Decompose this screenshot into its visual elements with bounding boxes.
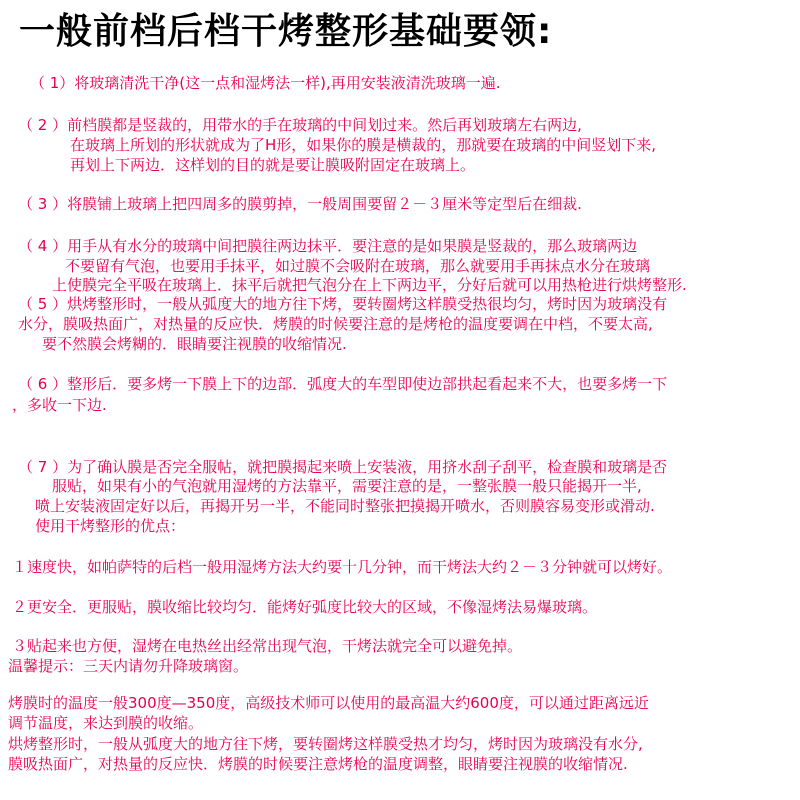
- baking-note-line-1: 烘烤整形时，一般从弧度大的地方往下烤，要转圈烤这样膜受热才均匀，烤时因为玻璃没有水分,: [8, 735, 643, 753]
- step-4-line-3: 上使膜完全平吸在玻璃上．抹平后就把气泡分在上下两边平，分好后就可以用热枪进行烘烤整形.: [52, 276, 687, 294]
- step-7-line-3: 喷上安装液固定好以后，再揭开另一半，不能同时整张把摸揭开喷水，否则膜容易变形或滑动.: [35, 497, 655, 515]
- step-4-line-1: （ 4 ）用手从有水分的玻璃中间把膜往两边抹平．要注意的是如果膜是竖裁的，那么玻璃两边: [18, 237, 638, 255]
- advantage-3: ３贴起来也方便，湿烤在电热丝出经常出现气泡，干烤法就完全可以避免掉。: [12, 637, 523, 655]
- advantage-2: ２更安全．更服贴，膜收缩比较均匀．能烤好弧度比较大的区域，不像湿烤法易爆玻璃。: [12, 598, 598, 616]
- temperature-note-line-1: 烤膜时的温度一般300度—350度，高级技术师可以使用的最高温大约600度，可以通过距离远近: [8, 694, 649, 712]
- step-6-line-1: （ 6 ）整形后．要多烤一下膜上下的边部．弧度大的车型即使边部拱起看起来不大，也要多烤一下: [18, 375, 668, 393]
- temperature-note-line-2: 调节温度，来达到膜的收缩。: [8, 714, 204, 732]
- step-2-line-1: （ 2 ）前档膜都是竖裁的，用带水的手在玻璃的中间划过来。然后再划玻璃左右两边,: [18, 116, 582, 134]
- step-5-line-2: 水分，膜吸热面广，对热量的反应快．烤膜的时候要注意的是烤枪的温度要调在中档，不要太高,: [18, 315, 653, 333]
- step-5-line-3: 要不然膜会烤糊的．眼睛要注视膜的收缩情况.: [42, 335, 347, 353]
- step-5-line-1: （ 5 ）烘烤整形时，一般从弧度大的地方往下烤，要转圈烤这样膜受热很均匀，烤时因为玻璃没有: [18, 295, 668, 313]
- advantage-1: １速度快，如帕萨特的后档一般用湿烤方法大约要十几分钟，而干烤法大约２－３分钟就可以烤好。: [12, 558, 673, 576]
- step-2-line-2: 在玻璃上所划的形状就成为了H形，如果你的膜是横裁的，那就要在玻璃的中间竖划下来,: [70, 136, 657, 154]
- step-6-line-2: ，多收一下边.: [12, 396, 107, 414]
- advantages-heading: 使用干烤整形的优点：: [35, 517, 186, 535]
- step-2-line-3: 再划上下两边．这样划的目的就是要让膜吸附固定在玻璃上。: [70, 156, 476, 174]
- step-1-line-1: （ 1）将玻璃清洗干净(这一点和湿烤法一样),再用安装液清洗玻璃一遍.: [30, 74, 501, 92]
- baking-note-line-2: 膜吸热面广，对热量的反应快．烤膜的时候要注意烤枪的温度调整，眼睛要注视膜的收缩情况.: [8, 755, 628, 773]
- page-title: 一般前档后档干烤整形基础要领:: [19, 11, 553, 52]
- step-7-line-2: 服贴，如果有小的气泡就用湿烤的方法靠平，需要注意的是，一整张膜一般只能揭开一半,: [52, 477, 642, 495]
- step-4-line-2: 不要留有气泡，也要用手抹平，如过膜不会吸附在玻璃，那么就要用手再抹点水分在玻璃: [65, 257, 651, 275]
- warm-tip: 温馨提示：三天内请勿升降玻璃窗。: [8, 657, 249, 675]
- step-3-line-1: （ 3 ）将膜铺上玻璃上把四周多的膜剪掉，一般周围要留２－３厘米等定型后在细裁.: [18, 195, 582, 213]
- step-7-line-1: （ 7 ）为了确认膜是否完全服帖，就把膜揭起来喷上安装液，用挤水刮子刮平，检查膜和玻璃是否: [18, 458, 668, 476]
